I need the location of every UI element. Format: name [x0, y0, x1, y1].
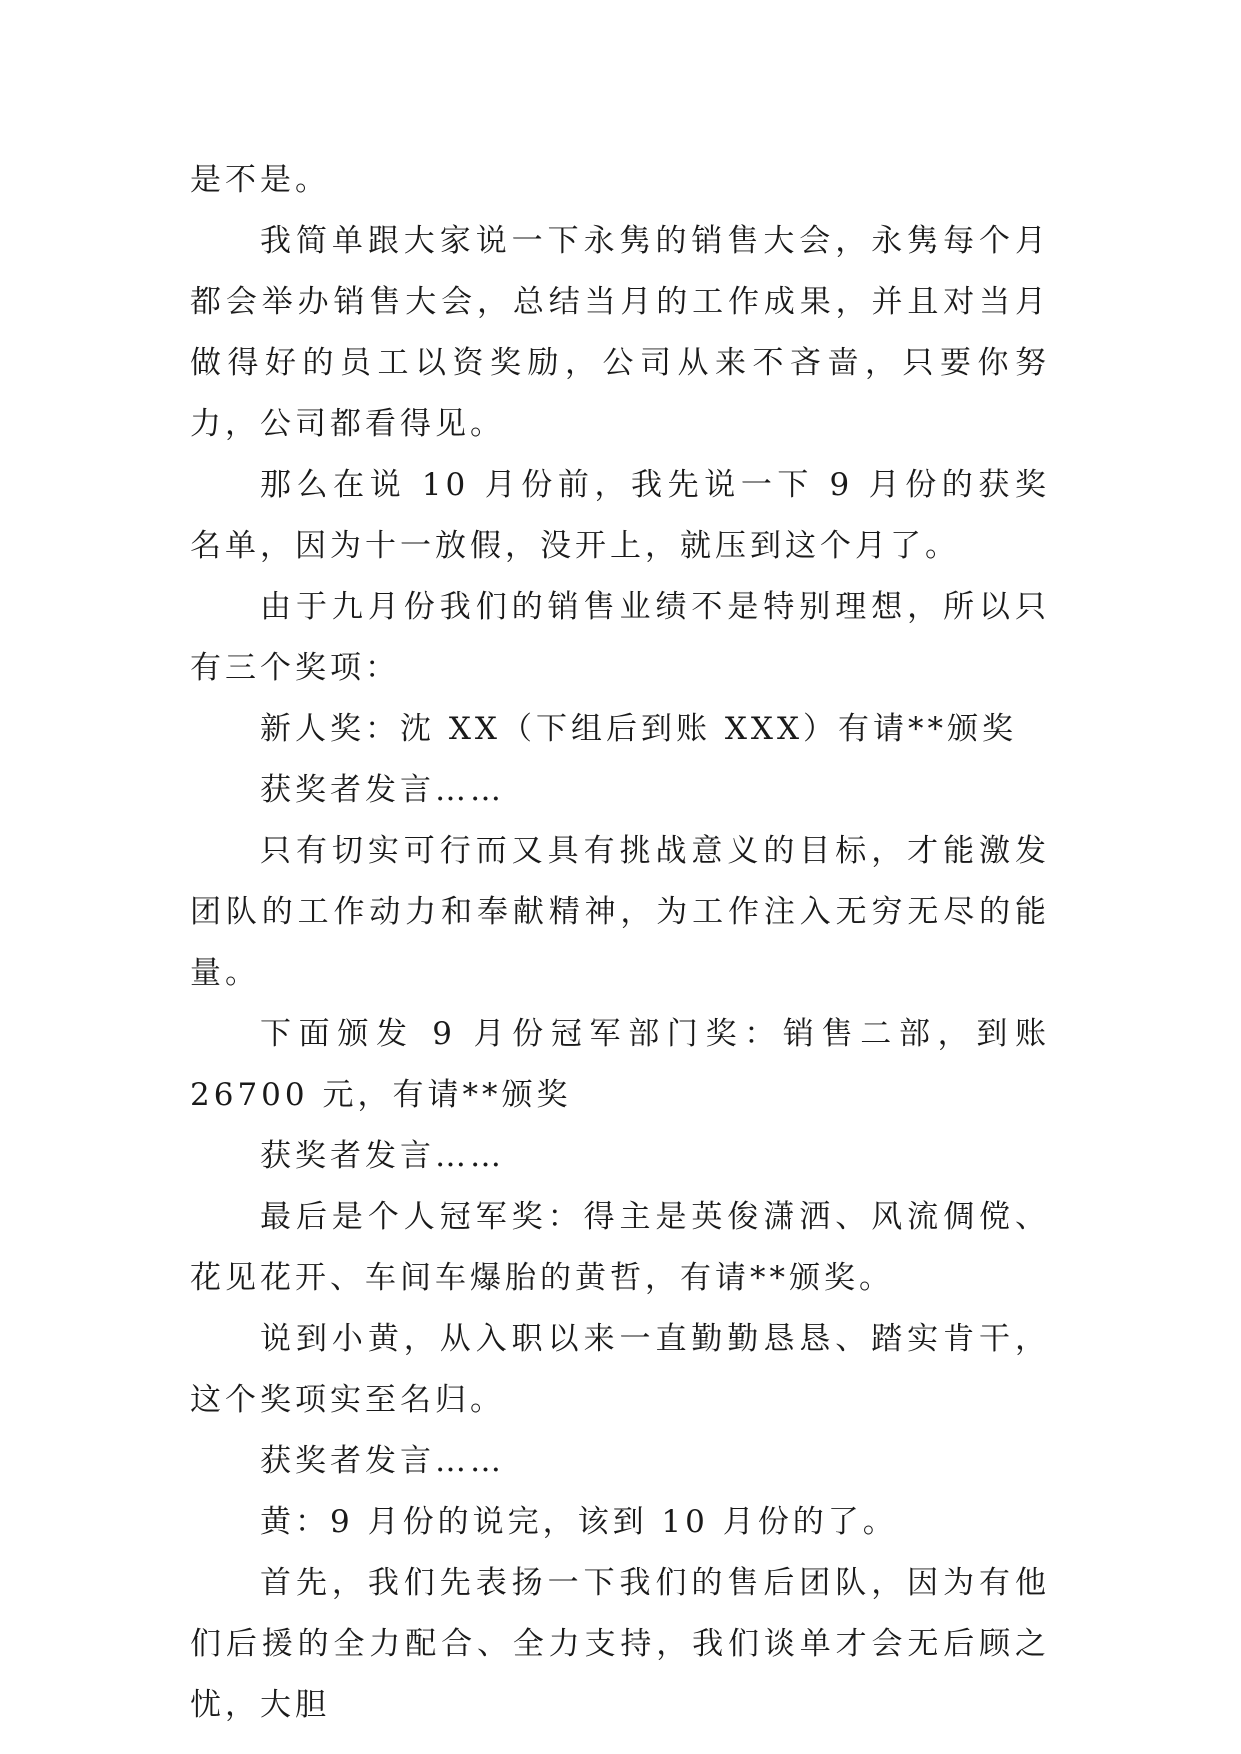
paragraph-7: 只有切实可行而又具有挑战意义的目标，才能激发团队的工作动力和奉献精神，为工作注入无穷无尽的能量。 — [190, 833, 1050, 991]
paragraph-1: 是不是。 — [190, 162, 330, 198]
paragraph-8: 下面颁发 9 月份冠军部门奖：销售二部，到账 26700 元，有请**颁奖 — [190, 1016, 1050, 1113]
paragraph-14: 首先，我们先表扬一下我们的售后团队，因为有他们后援的全力配合、全力支持，我们谈单才会无后顾之忧，大胆 — [190, 1565, 1050, 1723]
paragraph-10: 最后是个人冠军奖：得主是英俊潇洒、风流倜傥、花见花开、车间车爆胎的黄哲，有请**颁奖。 — [190, 1199, 1050, 1296]
paragraph-11: 说到小黄，从入职以来一直勤勤恳恳、踏实肯干，这个奖项实至名归。 — [190, 1321, 1050, 1418]
paragraph-3: 那么在说 10 月份前，我先说一下 9 月份的获奖名单，因为十一放假，没开上，就压到这个月了。 — [190, 467, 1050, 564]
paragraph-4: 由于九月份我们的销售业绩不是特别理想，所以只有三个奖项： — [190, 589, 1050, 686]
paragraph-12: 获奖者发言…… — [260, 1443, 505, 1479]
paragraph-6: 获奖者发言…… — [260, 772, 505, 808]
paragraph-9: 获奖者发言…… — [260, 1138, 505, 1174]
paragraph-5: 新人奖：沈 XX（下组后到账 XXX）有请**颁奖 — [260, 711, 1018, 747]
document-body — [190, 150, 1050, 1736]
paragraph-13: 黄：9 月份的说完，该到 10 月份的了。 — [260, 1504, 898, 1540]
paragraph-2: 我简单跟大家说一下永隽的销售大会，永隽每个月都会举办销售大会，总结当月的工作成果，并且对当月做得好的员工以资奖励，公司从来不吝啬，只要你努力，公司都看得见。 — [190, 223, 1050, 442]
